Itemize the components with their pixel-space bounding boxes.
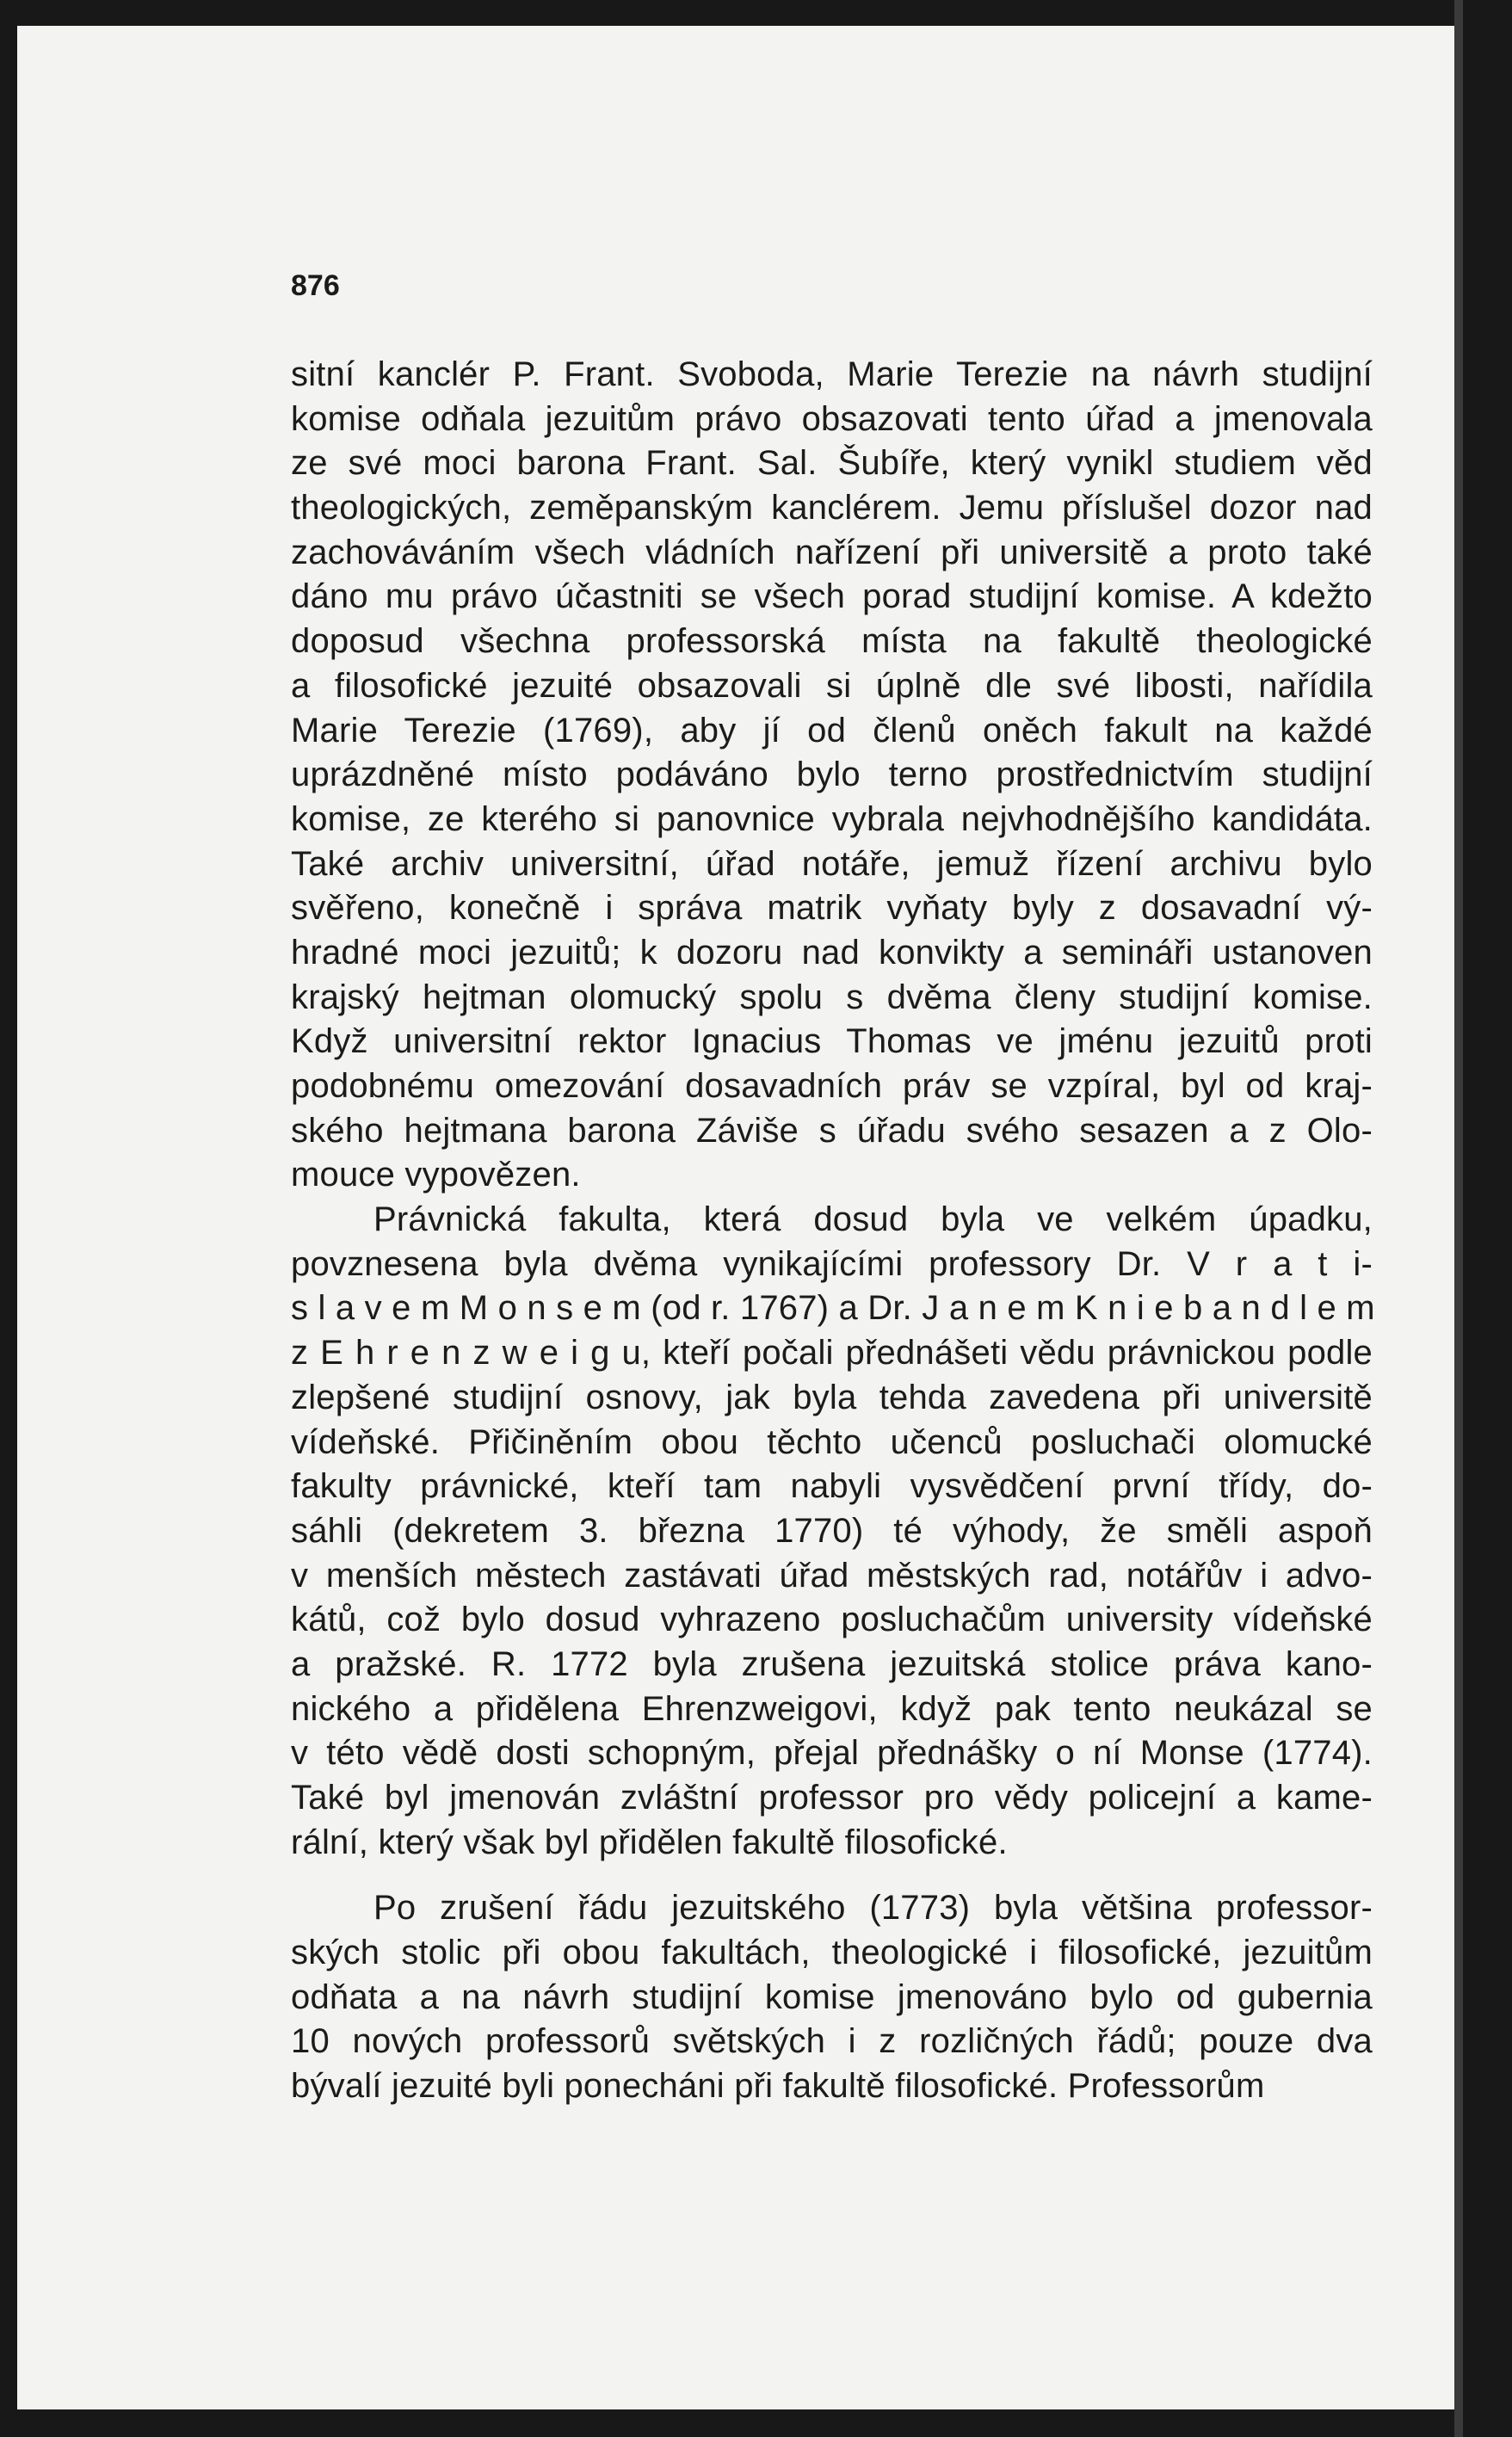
paragraph-3 (291, 1886, 1373, 2108)
text-line: kátů, což bylo dosud vyhrazeno posluchačům university vídeňské (291, 1601, 1373, 1639)
text-line: zlepšené studijní osnovy, jak byla tehda zavedena při universitě (291, 1378, 1373, 1416)
scan-border-top (0, 0, 1512, 26)
text-line: Po zrušení řádu jezuitského (1773) byla většina professor- (373, 1889, 1373, 1928)
text-line: sáhli (dekretem 3. března 1770) té výhody, že směli aspoň (291, 1511, 1373, 1550)
text-line: Také byl jmenován zvláštní professor pro vědy policejní a kame- (291, 1779, 1373, 1817)
text-line: krajský hejtman olomucký spolu s dvěma členy studijní komise. (291, 978, 1373, 1016)
body-text (291, 353, 1373, 2109)
text-line: a filosofické jezuité obsazovali si úplně dle své libosti, nařídila (291, 666, 1373, 705)
text-line: uprázdněné místo podáváno bylo terno prostřednictvím studijní (291, 756, 1373, 794)
text-line: povznesena byla dvěma vynikajícími professory Dr. V r a t i- (291, 1244, 1373, 1283)
text-line: zachováváním všech vládních nařízení při universitě a proto také (291, 533, 1373, 571)
text-line: sitní kanclér P. Frant. Svoboda, Marie Terezie na návrh studijní (291, 355, 1373, 393)
page-number: 876 (291, 269, 340, 302)
paragraph-1 (291, 353, 1373, 1198)
text-line: Marie Terezie (1769), aby jí od členů oněch fakult na každé (291, 711, 1373, 750)
scan-border-right-shadow (1454, 0, 1463, 2437)
scan-border-bottom (0, 2409, 1512, 2437)
text-line: z E h r e n z w e i g u, kteří počali přednášeti vědu právnickou podle (291, 1334, 1373, 1373)
text-line: mouce vypovězen. (291, 1156, 581, 1194)
text-line: svěřeno, konečně i správa matrik vyňaty byly z dosavadní vý- (291, 889, 1373, 928)
text-line: nického a přidělena Ehrenzweigovi, když pak tento neukázal se (291, 1689, 1373, 1728)
text-line: 10 nových professorů světských i z rozličných řádů; pouze dva (291, 2022, 1373, 2061)
scan-border-left (0, 0, 17, 2437)
text-line: v menších městech zastávati úřad městských rad, notářův i advo- (291, 1556, 1373, 1595)
text-line: odňata a na návrh studijní komise jmenováno bylo od gubernia (291, 1977, 1373, 2016)
text-line: Když universitní rektor Ignacius Thomas ve jménu jezuitů proti (291, 1022, 1373, 1061)
text-line: ského hejtmana barona Záviše s úřadu svého sesazen a z Olo- (291, 1111, 1373, 1150)
text-line: a pražské. R. 1772 byla zrušena jezuitská stolice práva kano- (291, 1644, 1373, 1683)
text-line: Také archiv universitní, úřad notáře, jemuž řízení archivu bylo (291, 844, 1373, 883)
text-line: Právnická fakulta, která dosud byla ve velkém úpadku, (373, 1200, 1373, 1239)
text-line: hradné moci jezuitů; k dozoru nad konvikty a semináři ustanoven (291, 933, 1373, 972)
text-line: fakulty právnické, kteří tam nabyli vysvědčení první třídy, do- (291, 1467, 1373, 1506)
text-line: doposud všechna professorská místa na fakultě theologické (291, 622, 1373, 661)
text-line: s l a v e m M o n s e m (od r. 1767) a Dr. J a n e m K n i e b a n d l e m (291, 1289, 1375, 1328)
paragraph-gap (291, 1865, 1373, 1886)
text-line: komise, ze kterého si panovnice vybrala nejvhodnějšího kandidáta. (291, 799, 1373, 838)
text-line: komise odňala jezuitům právo obsazovati tento úřad a jmenovala (291, 399, 1373, 438)
text-line: vídeňské. Přičiněním obou těchto učenců posluchači olomucké (291, 1422, 1373, 1461)
text-line: ských stolic při obou fakultách, theologické i filosofické, jezuitům (291, 1934, 1373, 1972)
text-line: theologických, zeměpanským kanclérem. Jemu příslušel dozor nad (291, 489, 1373, 528)
text-line: ze své moci barona Frant. Sal. Šubíře, který vynikl studiem věd (291, 444, 1373, 483)
text-line: dáno mu právo účastniti se všech porad studijní komise. A kdežto (291, 577, 1373, 616)
paragraph-2 (291, 1198, 1373, 1865)
text-line: v této vědě dosti schopným, přejal přednášky o ní Monse (1774). (291, 1734, 1373, 1773)
text-line: bývalí jezuité byli ponecháni při fakultě filosofické. Professorům (291, 2067, 1265, 2106)
scan-border-right (1463, 0, 1512, 2437)
text-line: rální, který však byl přidělen fakultě filosofické. (291, 1823, 1008, 1861)
text-line: podobnému omezování dosavadních práv se vzpíral, byl od kraj- (291, 1067, 1373, 1105)
